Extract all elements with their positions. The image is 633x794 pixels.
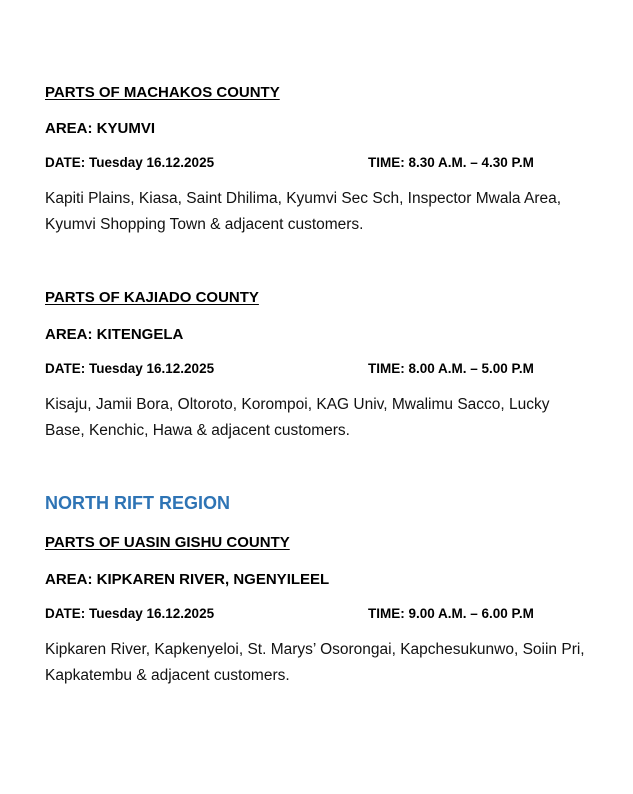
affected-areas-text: Kisaju, Jamii Bora, Oltoroto, Korompoi, KAG Univ, Mwalimu Sacco, Lucky Base, Kenchic, Hawa & adjacent customers. (45, 396, 550, 439)
date-label: DATE: Tuesday 16.12.2025 (45, 155, 215, 170)
date-label: DATE: Tuesday 16.12.2025 (45, 606, 215, 621)
time-label: TIME: 8.00 A.M. – 5.00 P.M (368, 361, 534, 376)
county-heading: PARTS OF KAJIADO COUNTY (45, 289, 259, 306)
county-heading: PARTS OF MACHAKOS COUNTY (45, 84, 280, 101)
county-heading: PARTS OF UASIN GISHU COUNTY (45, 534, 290, 551)
date-label: DATE: Tuesday 16.12.2025 (45, 361, 215, 376)
area-label: AREA: KITENGELA (45, 326, 184, 343)
affected-areas-text: Kipkaren River, Kapkenyeloi, St. Marys’ Osorongai, Kapchesukunwo, Soiin Pri, Kapkatembu & adjacent customers. (45, 641, 585, 684)
time-label: TIME: 9.00 A.M. – 6.00 P.M (368, 606, 534, 621)
area-label: AREA: KIPKAREN RIVER, NGENYILEEL (45, 571, 330, 588)
affected-areas-text: Kapiti Plains, Kiasa, Saint Dhilima, Kyumvi Sec Sch, Inspector Mwala Area, Kyumvi Shopping Town & adjacent customers. (45, 190, 562, 233)
region-heading: NORTH RIFT REGION (45, 493, 230, 513)
time-label: TIME: 8.30 A.M. – 4.30 P.M (368, 155, 534, 170)
area-label: AREA: KYUMVI (45, 120, 156, 137)
